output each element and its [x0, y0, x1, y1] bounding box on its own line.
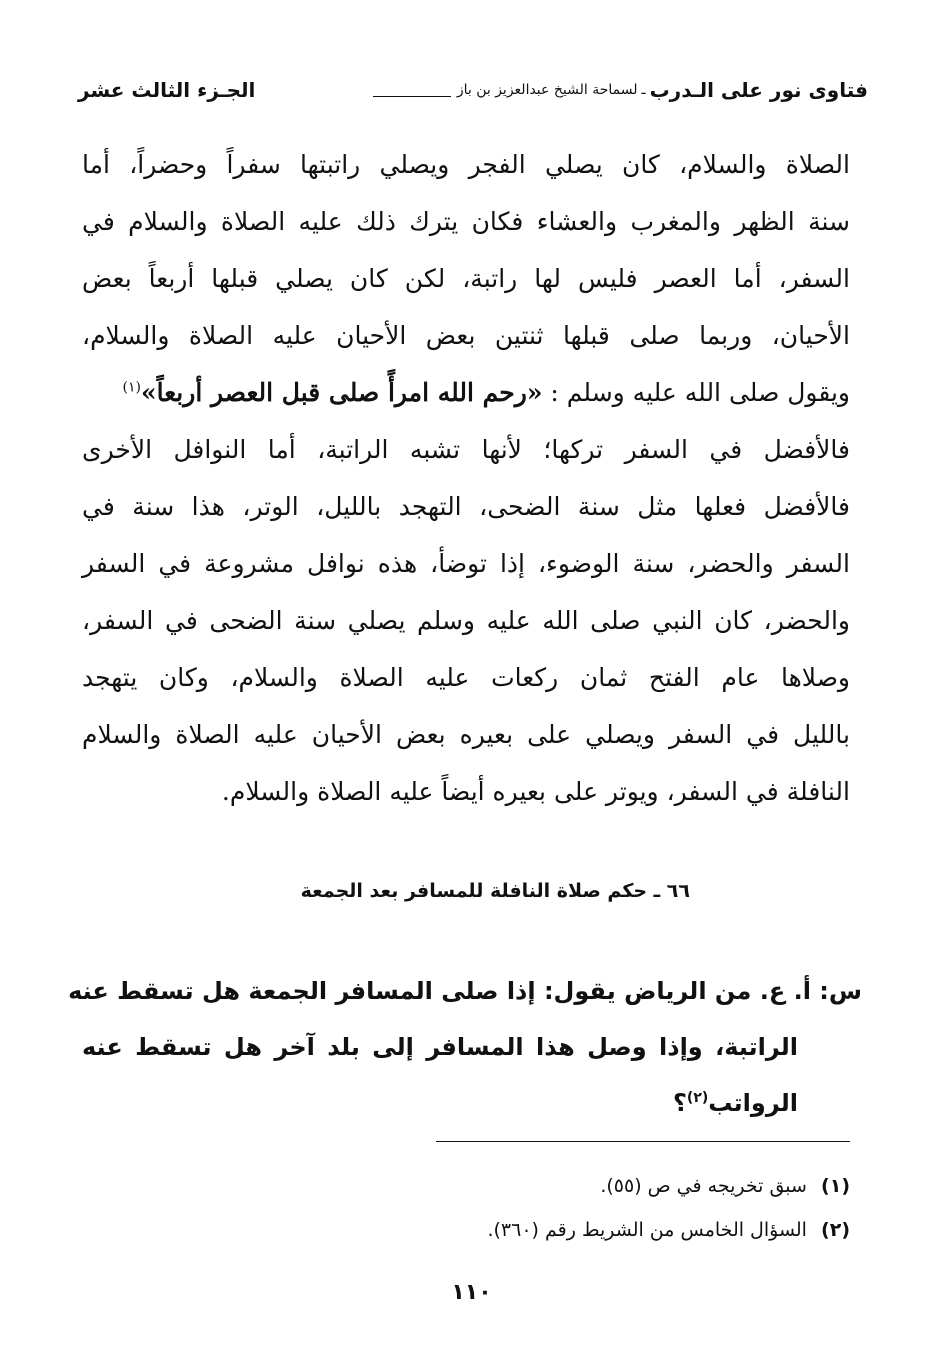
body-line-7: فالأفضل فعلها مثل سنة الضحى، التهجد بالليل، الوتر، هذا سنة في — [82, 492, 850, 521]
body-text — [82, 136, 850, 820]
body-line-5-text: ويقول صلى الله عليه وسلم : — [550, 378, 850, 407]
footnote-ref-1: (١) — [122, 379, 141, 396]
header-rule — [373, 96, 451, 97]
footnote-1-number: (١) — [821, 1175, 850, 1197]
book-title: فتاوى نور على الـدرب — [649, 78, 868, 102]
question-block — [68, 966, 862, 1134]
footnote-1 — [82, 1164, 850, 1208]
page-number: ١١٠ — [451, 1280, 492, 1305]
header-separator: ـ — [641, 82, 646, 98]
question-mark: ؟ — [672, 1089, 687, 1117]
body-line-1: الصلاة والسلام، كان يصلي الفجر ويصلي راتبتها سفراً وحضراً، أما — [82, 150, 850, 179]
question-line-2: الراتبة، وإذا وصل هذا المسافر إلى بلد آخر هل تسقط عنه — [82, 1033, 798, 1061]
footnote-ref-2: (٢) — [686, 1090, 709, 1106]
body-line-11: بالليل في السفر ويصلي على بعيره بعض الأحيان عليه الصلاة والسلام — [82, 720, 850, 749]
author-name: لسماحة الشيخ عبدالعزيز بن باز — [456, 82, 638, 98]
body-line-8: السفر والحضر، سنة الوضوء، إذا توضأ، هذه نوافل مشروعة في السفر — [82, 549, 850, 578]
footnote-2 — [82, 1208, 850, 1252]
body-line-12: النافلة في السفر، ويوتر على بعيره أيضاً عليه الصلاة والسلام. — [221, 777, 850, 806]
question-line-3-text: الرواتب — [708, 1089, 798, 1117]
running-header — [78, 72, 868, 108]
body-line-5 — [82, 364, 850, 421]
section-heading: ٦٦ ـ حكم صلاة النافلة للمسافر بعد الجمعة — [300, 880, 690, 902]
footnote-2-number: (٢) — [821, 1219, 850, 1241]
body-line-2: سنة الظهر والمغرب والعشاء فكان يترك ذلك عليه الصلاة والسلام في — [82, 207, 850, 236]
footnote-divider — [436, 1141, 850, 1142]
body-line-10: وصلاها عام الفتح ثمان ركعات عليه الصلاة والسلام، وكان يتهجد — [82, 663, 850, 692]
footnote-1-text: سبق تخريجه في ص (٥٥). — [600, 1175, 807, 1197]
question-line-3 — [82, 1078, 798, 1134]
body-line-6: فالأفضل في السفر تركها؛ لأنها تشبه الراتبة، أما النوافل الأخرى — [82, 435, 850, 464]
volume-label: الجـزء الثالث عشر — [78, 78, 256, 102]
footnotes — [82, 1164, 850, 1252]
body-line-4: الأحيان، وربما صلى قبلها ثنتين بعض الأحيان عليه الصلاة والسلام، — [82, 321, 850, 350]
question-line-1: س: أ. ع. من الرياض يقول: إذا صلى المسافر الجمعة هل تسقط عنه — [68, 977, 862, 1005]
hadith-quote: «رحم الله امرأً صلى قبل العصر أربعاً» — [140, 378, 543, 407]
footnote-2-text: السؤال الخامس من الشريط رقم (٣٦٠). — [487, 1219, 807, 1241]
body-line-3: السفر، أما العصر فليس لها راتبة، لكن كان يصلي قبلها أربعاً بعض — [82, 264, 850, 293]
body-line-9: والحضر، كان النبي صلى الله عليه وسلم يصلي سنة الضحى في السفر، — [82, 606, 850, 635]
